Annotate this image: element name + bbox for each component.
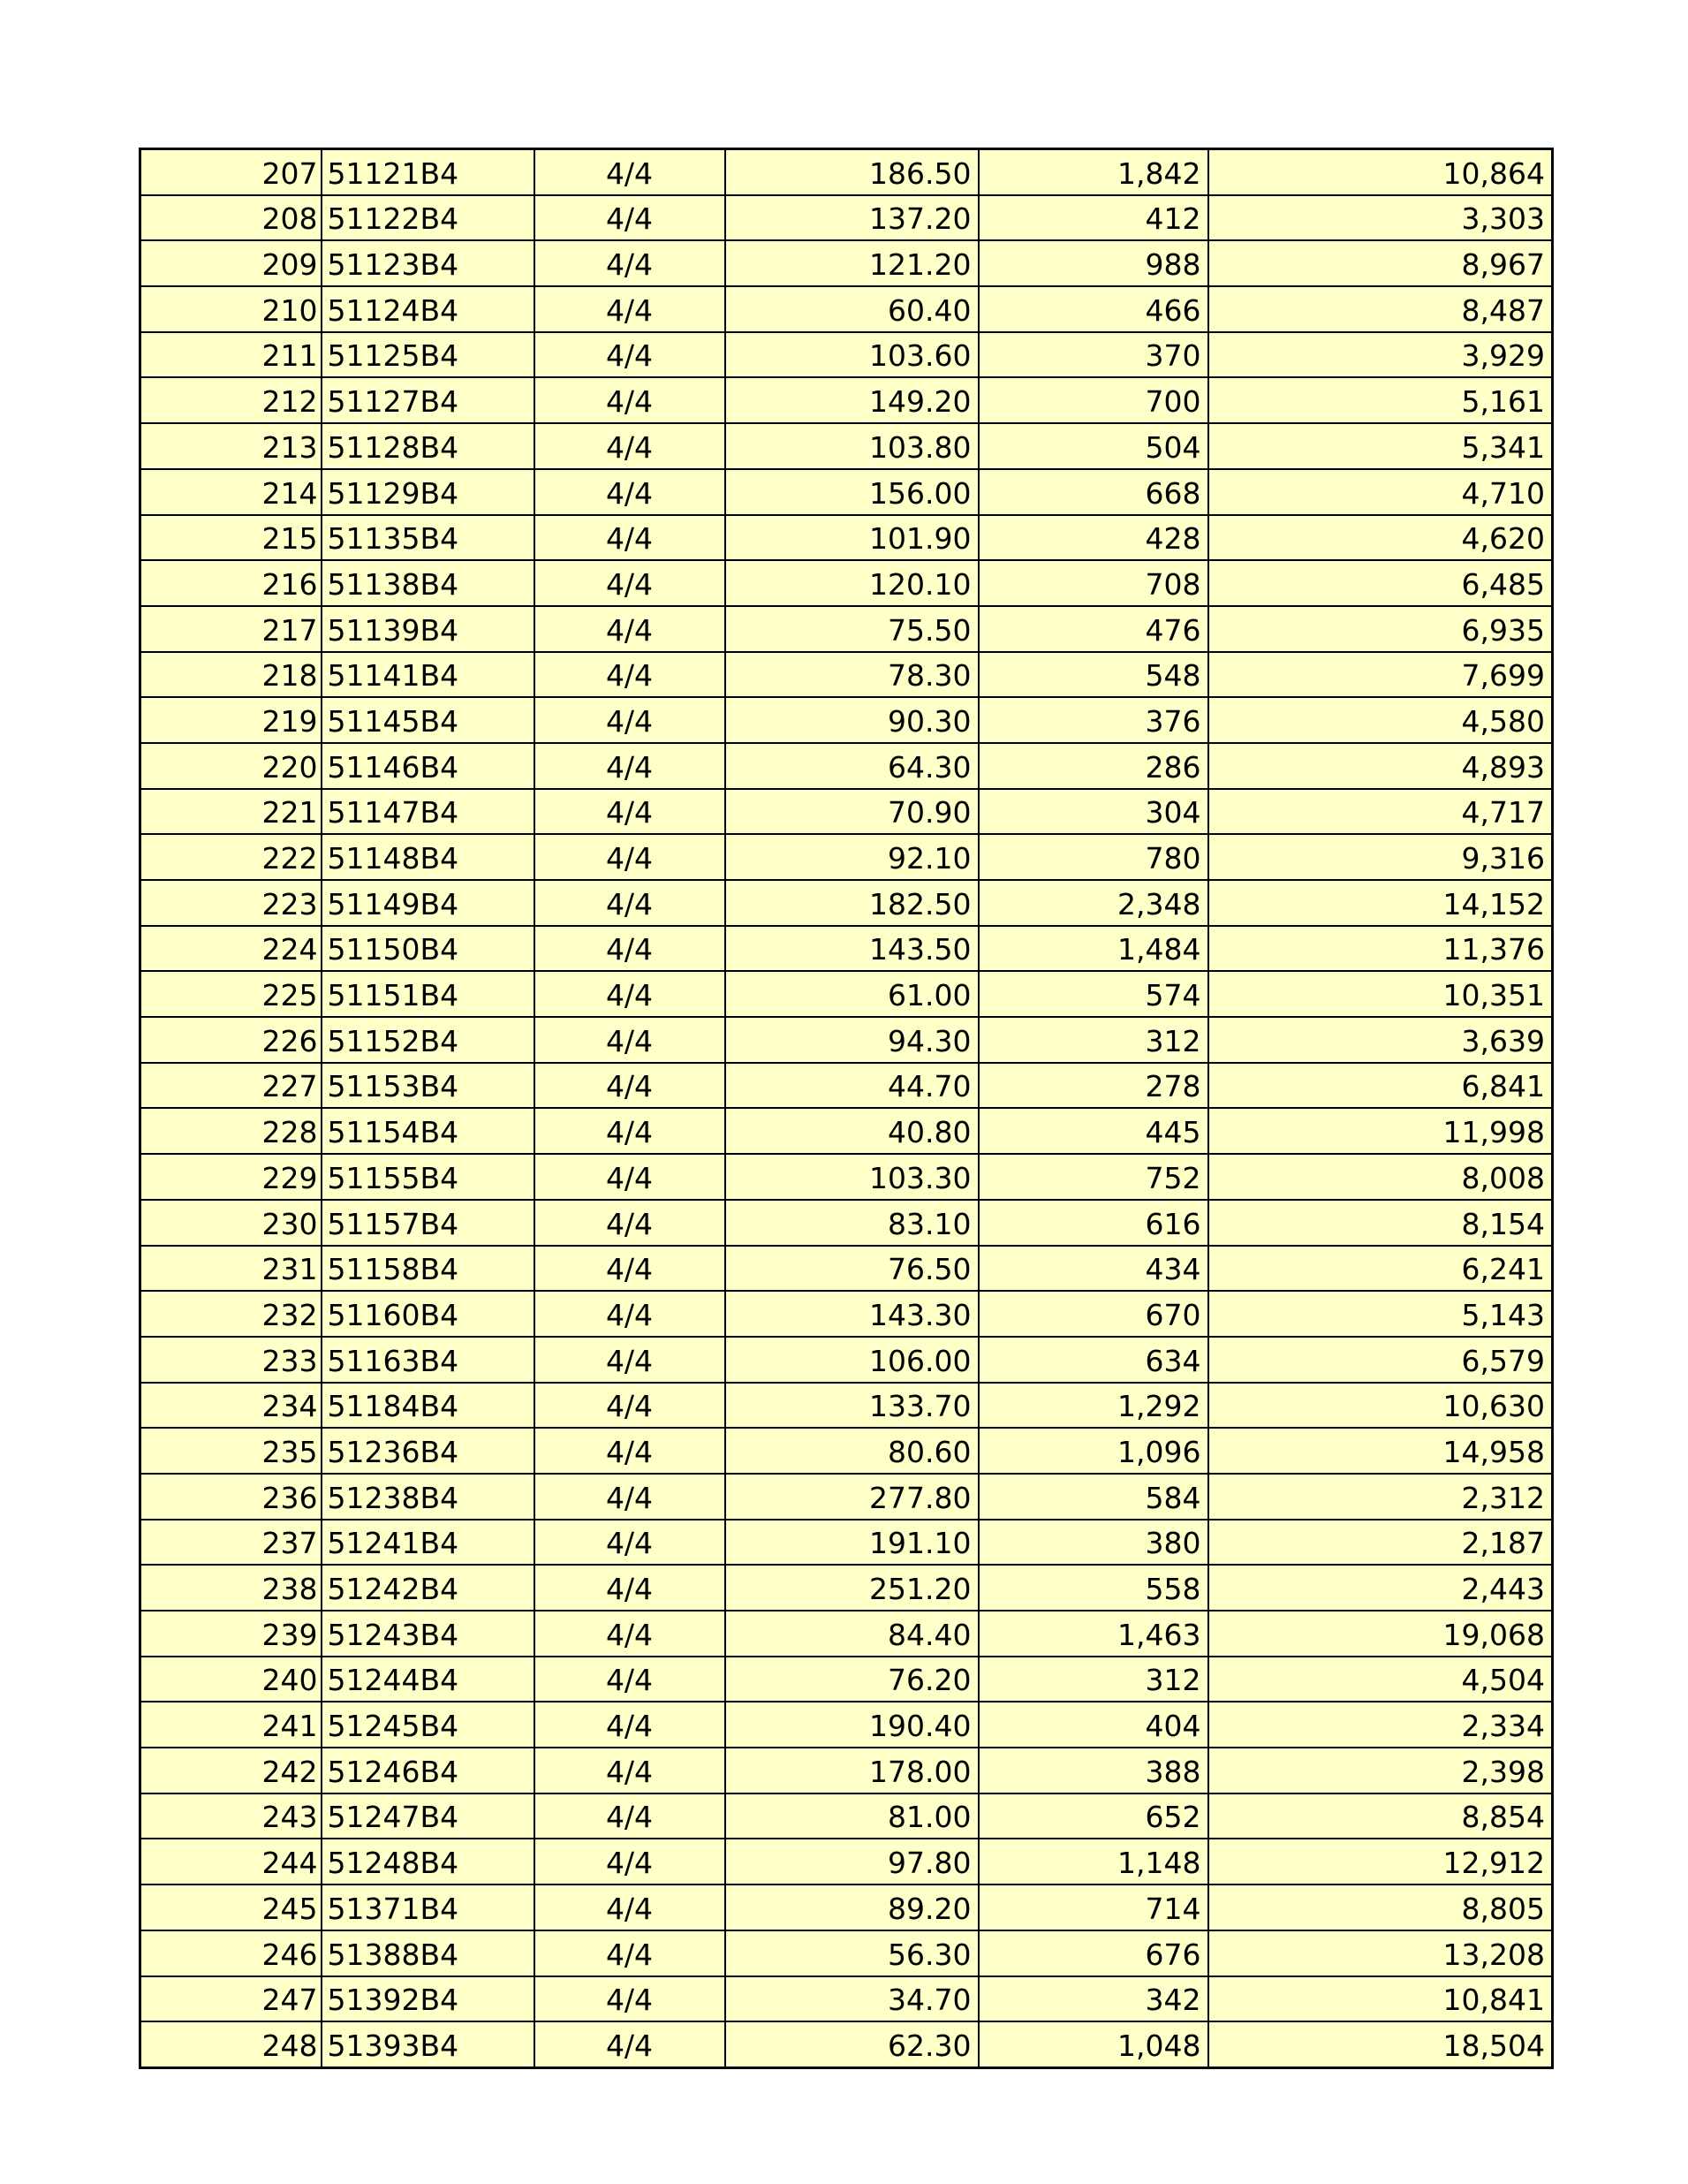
total-cell: 14,152 (1208, 880, 1553, 926)
row-index-cell: 220 (140, 743, 322, 789)
table-row (140, 1200, 1553, 1246)
total-cell: 8,008 (1208, 1154, 1553, 1200)
total-cell: 4,717 (1208, 789, 1553, 835)
value-cell: 101.90 (725, 515, 979, 561)
ratio-cell: 4/4 (534, 149, 725, 195)
ratio-cell: 4/4 (534, 1246, 725, 1292)
total-cell: 5,143 (1208, 1291, 1553, 1337)
value-cell: 78.30 (725, 652, 979, 698)
ratio-cell: 4/4 (534, 332, 725, 378)
value-cell: 92.10 (725, 834, 979, 880)
count-cell: 286 (979, 743, 1208, 789)
code-cell: 51124B4 (322, 286, 534, 332)
value-cell: 103.80 (725, 423, 979, 469)
count-cell: 1,096 (979, 1428, 1208, 1474)
row-index-cell: 209 (140, 240, 322, 286)
count-cell: 2,348 (979, 880, 1208, 926)
ratio-cell: 4/4 (534, 1017, 725, 1063)
row-index-cell: 222 (140, 834, 322, 880)
code-cell: 51242B4 (322, 1565, 534, 1611)
code-cell: 51241B4 (322, 1520, 534, 1566)
ratio-cell: 4/4 (534, 240, 725, 286)
total-cell: 7,699 (1208, 652, 1553, 698)
count-cell: 714 (979, 1884, 1208, 1930)
table-row (140, 1520, 1553, 1566)
ratio-cell: 4/4 (534, 469, 725, 515)
total-cell: 10,841 (1208, 1976, 1553, 2022)
code-cell: 51151B4 (322, 971, 534, 1017)
row-index-cell: 210 (140, 286, 322, 332)
table-row (140, 1063, 1553, 1109)
ratio-cell: 4/4 (534, 195, 725, 241)
count-cell: 652 (979, 1793, 1208, 1839)
ratio-cell: 4/4 (534, 1793, 725, 1839)
code-cell: 51123B4 (322, 240, 534, 286)
ratio-cell: 4/4 (534, 880, 725, 926)
count-cell: 304 (979, 789, 1208, 835)
ratio-cell: 4/4 (534, 1154, 725, 1200)
ratio-cell: 4/4 (534, 515, 725, 561)
total-cell: 8,967 (1208, 240, 1553, 286)
table-row (140, 286, 1553, 332)
table-row (140, 1748, 1553, 1793)
value-cell: 56.30 (725, 1930, 979, 1976)
row-index-cell: 245 (140, 1884, 322, 1930)
code-cell: 51157B4 (322, 1200, 534, 1246)
value-cell: 277.80 (725, 1474, 979, 1520)
total-cell: 4,504 (1208, 1657, 1553, 1702)
total-cell: 8,854 (1208, 1793, 1553, 1839)
total-cell: 8,487 (1208, 286, 1553, 332)
code-cell: 51146B4 (322, 743, 534, 789)
value-cell: 83.10 (725, 1200, 979, 1246)
count-cell: 404 (979, 1702, 1208, 1748)
table-row (140, 1793, 1553, 1839)
row-index-cell: 240 (140, 1657, 322, 1702)
total-cell: 10,864 (1208, 149, 1553, 195)
code-cell: 51139B4 (322, 606, 534, 652)
total-cell: 12,912 (1208, 1839, 1553, 1884)
row-index-cell: 218 (140, 652, 322, 698)
value-cell: 44.70 (725, 1063, 979, 1109)
value-cell: 62.30 (725, 2021, 979, 2067)
count-cell: 412 (979, 195, 1208, 241)
total-cell: 4,620 (1208, 515, 1553, 561)
total-cell: 3,639 (1208, 1017, 1553, 1063)
count-cell: 548 (979, 652, 1208, 698)
table-row (140, 606, 1553, 652)
table-row (140, 789, 1553, 835)
ratio-cell: 4/4 (534, 1657, 725, 1702)
code-cell: 51127B4 (322, 377, 534, 423)
table-row (140, 560, 1553, 606)
code-cell: 51245B4 (322, 1702, 534, 1748)
code-cell: 51147B4 (322, 789, 534, 835)
ratio-cell: 4/4 (534, 1565, 725, 1611)
total-cell: 14,958 (1208, 1428, 1553, 1474)
table-row (140, 377, 1553, 423)
ratio-cell: 4/4 (534, 286, 725, 332)
row-index-cell: 244 (140, 1839, 322, 1884)
table-row (140, 1884, 1553, 1930)
count-cell: 428 (979, 515, 1208, 561)
table-row (140, 697, 1553, 743)
ratio-cell: 4/4 (534, 1839, 725, 1884)
code-cell: 51148B4 (322, 834, 534, 880)
total-cell: 10,630 (1208, 1383, 1553, 1429)
code-cell: 51236B4 (322, 1428, 534, 1474)
row-index-cell: 215 (140, 515, 322, 561)
value-cell: 75.50 (725, 606, 979, 652)
value-cell: 143.30 (725, 1291, 979, 1337)
row-index-cell: 231 (140, 1246, 322, 1292)
total-cell: 19,068 (1208, 1611, 1553, 1657)
row-index-cell: 216 (140, 560, 322, 606)
ratio-cell: 4/4 (534, 1337, 725, 1383)
code-cell: 51160B4 (322, 1291, 534, 1337)
table-row (140, 423, 1553, 469)
value-cell: 40.80 (725, 1108, 979, 1154)
ratio-cell: 4/4 (534, 1702, 725, 1748)
row-index-cell: 227 (140, 1063, 322, 1109)
count-cell: 376 (979, 697, 1208, 743)
ratio-cell: 4/4 (534, 1520, 725, 1566)
ratio-cell: 4/4 (534, 1474, 725, 1520)
row-index-cell: 234 (140, 1383, 322, 1429)
row-index-cell: 214 (140, 469, 322, 515)
row-index-cell: 207 (140, 149, 322, 195)
ratio-cell: 4/4 (534, 971, 725, 1017)
table-row (140, 1930, 1553, 1976)
row-index-cell: 225 (140, 971, 322, 1017)
value-cell: 89.20 (725, 1884, 979, 1930)
code-cell: 51392B4 (322, 1976, 534, 2022)
count-cell: 676 (979, 1930, 1208, 1976)
total-cell: 6,241 (1208, 1246, 1553, 1292)
count-cell: 700 (979, 377, 1208, 423)
count-cell: 1,292 (979, 1383, 1208, 1429)
row-index-cell: 248 (140, 2021, 322, 2067)
code-cell: 51135B4 (322, 515, 534, 561)
row-index-cell: 208 (140, 195, 322, 241)
code-cell: 51246B4 (322, 1748, 534, 1793)
ratio-cell: 4/4 (534, 697, 725, 743)
total-cell: 2,312 (1208, 1474, 1553, 1520)
value-cell: 106.00 (725, 1337, 979, 1383)
code-cell: 51153B4 (322, 1063, 534, 1109)
value-cell: 137.20 (725, 195, 979, 241)
code-cell: 51247B4 (322, 1793, 534, 1839)
row-index-cell: 224 (140, 926, 322, 972)
table-row (140, 743, 1553, 789)
ratio-cell: 4/4 (534, 1200, 725, 1246)
value-cell: 191.10 (725, 1520, 979, 1566)
table-body (140, 149, 1553, 2068)
total-cell: 2,187 (1208, 1520, 1553, 1566)
value-cell: 34.70 (725, 1976, 979, 2022)
count-cell: 1,484 (979, 926, 1208, 972)
row-index-cell: 219 (140, 697, 322, 743)
table-row (140, 2021, 1553, 2067)
table-row (140, 1246, 1553, 1292)
total-cell: 4,580 (1208, 697, 1553, 743)
row-index-cell: 229 (140, 1154, 322, 1200)
row-index-cell: 237 (140, 1520, 322, 1566)
total-cell: 4,710 (1208, 469, 1553, 515)
value-cell: 97.80 (725, 1839, 979, 1884)
table-row (140, 926, 1553, 972)
count-cell: 1,048 (979, 2021, 1208, 2067)
table-row (140, 652, 1553, 698)
code-cell: 51154B4 (322, 1108, 534, 1154)
value-cell: 182.50 (725, 880, 979, 926)
value-cell: 70.90 (725, 789, 979, 835)
table-row (140, 1565, 1553, 1611)
count-cell: 752 (979, 1154, 1208, 1200)
code-cell: 51125B4 (322, 332, 534, 378)
row-index-cell: 223 (140, 880, 322, 926)
count-cell: 370 (979, 332, 1208, 378)
ratio-cell: 4/4 (534, 423, 725, 469)
ratio-cell: 4/4 (534, 834, 725, 880)
code-cell: 51138B4 (322, 560, 534, 606)
table-row (140, 1474, 1553, 1520)
count-cell: 584 (979, 1474, 1208, 1520)
row-index-cell: 236 (140, 1474, 322, 1520)
row-index-cell: 226 (140, 1017, 322, 1063)
count-cell: 616 (979, 1200, 1208, 1246)
count-cell: 476 (979, 606, 1208, 652)
table-row (140, 1337, 1553, 1383)
total-cell: 2,334 (1208, 1702, 1553, 1748)
row-index-cell: 212 (140, 377, 322, 423)
count-cell: 388 (979, 1748, 1208, 1793)
row-index-cell: 230 (140, 1200, 322, 1246)
code-cell: 51150B4 (322, 926, 534, 972)
ratio-cell: 4/4 (534, 1383, 725, 1429)
value-cell: 76.20 (725, 1657, 979, 1702)
total-cell: 6,841 (1208, 1063, 1553, 1109)
code-cell: 51184B4 (322, 1383, 534, 1429)
value-cell: 121.20 (725, 240, 979, 286)
table-row (140, 971, 1553, 1017)
count-cell: 278 (979, 1063, 1208, 1109)
ratio-cell: 4/4 (534, 743, 725, 789)
value-cell: 120.10 (725, 560, 979, 606)
table-row (140, 1291, 1553, 1337)
table-row (140, 834, 1553, 880)
count-cell: 670 (979, 1291, 1208, 1337)
table-row (140, 1154, 1553, 1200)
row-index-cell: 242 (140, 1748, 322, 1793)
total-cell: 8,805 (1208, 1884, 1553, 1930)
table-row (140, 1976, 1553, 2022)
ratio-cell: 4/4 (534, 1930, 725, 1976)
count-cell: 312 (979, 1017, 1208, 1063)
table-row (140, 1657, 1553, 1702)
code-cell: 51128B4 (322, 423, 534, 469)
ratio-cell: 4/4 (534, 560, 725, 606)
ratio-cell: 4/4 (534, 1063, 725, 1109)
value-cell: 251.20 (725, 1565, 979, 1611)
table-row (140, 1428, 1553, 1474)
data-table (139, 148, 1554, 2069)
code-cell: 51145B4 (322, 697, 534, 743)
row-index-cell: 228 (140, 1108, 322, 1154)
ratio-cell: 4/4 (534, 1611, 725, 1657)
table-row (140, 332, 1553, 378)
value-cell: 186.50 (725, 149, 979, 195)
total-cell: 13,208 (1208, 1930, 1553, 1976)
count-cell: 708 (979, 560, 1208, 606)
ratio-cell: 4/4 (534, 1428, 725, 1474)
total-cell: 6,935 (1208, 606, 1553, 652)
code-cell: 51243B4 (322, 1611, 534, 1657)
value-cell: 80.60 (725, 1428, 979, 1474)
ratio-cell: 4/4 (534, 606, 725, 652)
table-row (140, 1017, 1553, 1063)
count-cell: 342 (979, 1976, 1208, 2022)
value-cell: 76.50 (725, 1246, 979, 1292)
total-cell: 9,316 (1208, 834, 1553, 880)
row-index-cell: 211 (140, 332, 322, 378)
table-row (140, 1702, 1553, 1748)
value-cell: 190.40 (725, 1702, 979, 1748)
total-cell: 11,998 (1208, 1108, 1553, 1154)
code-cell: 51141B4 (322, 652, 534, 698)
row-index-cell: 232 (140, 1291, 322, 1337)
count-cell: 380 (979, 1520, 1208, 1566)
count-cell: 312 (979, 1657, 1208, 1702)
table-row (140, 1839, 1553, 1884)
value-cell: 156.00 (725, 469, 979, 515)
total-cell: 6,485 (1208, 560, 1553, 606)
count-cell: 558 (979, 1565, 1208, 1611)
code-cell: 51163B4 (322, 1337, 534, 1383)
row-index-cell: 246 (140, 1930, 322, 1976)
row-index-cell: 243 (140, 1793, 322, 1839)
ratio-cell: 4/4 (534, 926, 725, 972)
table-row (140, 515, 1553, 561)
count-cell: 466 (979, 286, 1208, 332)
code-cell: 51129B4 (322, 469, 534, 515)
row-index-cell: 239 (140, 1611, 322, 1657)
code-cell: 51121B4 (322, 149, 534, 195)
row-index-cell: 238 (140, 1565, 322, 1611)
value-cell: 90.30 (725, 697, 979, 743)
table-row (140, 1611, 1553, 1657)
count-cell: 1,842 (979, 149, 1208, 195)
ratio-cell: 4/4 (534, 789, 725, 835)
code-cell: 51388B4 (322, 1930, 534, 1976)
total-cell: 5,161 (1208, 377, 1553, 423)
row-index-cell: 235 (140, 1428, 322, 1474)
code-cell: 51248B4 (322, 1839, 534, 1884)
total-cell: 4,893 (1208, 743, 1553, 789)
count-cell: 445 (979, 1108, 1208, 1154)
total-cell: 11,376 (1208, 926, 1553, 972)
code-cell: 51393B4 (322, 2021, 534, 2067)
value-cell: 94.30 (725, 1017, 979, 1063)
code-cell: 51149B4 (322, 880, 534, 926)
row-index-cell: 221 (140, 789, 322, 835)
row-index-cell: 241 (140, 1702, 322, 1748)
total-cell: 2,443 (1208, 1565, 1553, 1611)
value-cell: 103.30 (725, 1154, 979, 1200)
total-cell: 5,341 (1208, 423, 1553, 469)
ratio-cell: 4/4 (534, 377, 725, 423)
table-row (140, 1383, 1553, 1429)
ratio-cell: 4/4 (534, 1291, 725, 1337)
value-cell: 178.00 (725, 1748, 979, 1793)
value-cell: 133.70 (725, 1383, 979, 1429)
total-cell: 8,154 (1208, 1200, 1553, 1246)
ratio-cell: 4/4 (534, 652, 725, 698)
code-cell: 51155B4 (322, 1154, 534, 1200)
count-cell: 668 (979, 469, 1208, 515)
ratio-cell: 4/4 (534, 1748, 725, 1793)
count-cell: 574 (979, 971, 1208, 1017)
table-row (140, 240, 1553, 286)
ratio-cell: 4/4 (534, 1884, 725, 1930)
value-cell: 64.30 (725, 743, 979, 789)
total-cell: 3,929 (1208, 332, 1553, 378)
row-index-cell: 247 (140, 1976, 322, 2022)
ratio-cell: 4/4 (534, 2021, 725, 2067)
table-row (140, 1108, 1553, 1154)
value-cell: 149.20 (725, 377, 979, 423)
count-cell: 780 (979, 834, 1208, 880)
total-cell: 10,351 (1208, 971, 1553, 1017)
count-cell: 434 (979, 1246, 1208, 1292)
total-cell: 3,303 (1208, 195, 1553, 241)
table-row (140, 880, 1553, 926)
code-cell: 51238B4 (322, 1474, 534, 1520)
value-cell: 143.50 (725, 926, 979, 972)
total-cell: 2,398 (1208, 1748, 1553, 1793)
table-row (140, 149, 1553, 195)
value-cell: 84.40 (725, 1611, 979, 1657)
code-cell: 51158B4 (322, 1246, 534, 1292)
table-row (140, 469, 1553, 515)
ratio-cell: 4/4 (534, 1976, 725, 2022)
table-row (140, 195, 1553, 241)
value-cell: 61.00 (725, 971, 979, 1017)
code-cell: 51371B4 (322, 1884, 534, 1930)
row-index-cell: 233 (140, 1337, 322, 1383)
total-cell: 18,504 (1208, 2021, 1553, 2067)
total-cell: 6,579 (1208, 1337, 1553, 1383)
value-cell: 81.00 (725, 1793, 979, 1839)
row-index-cell: 217 (140, 606, 322, 652)
count-cell: 988 (979, 240, 1208, 286)
value-cell: 60.40 (725, 286, 979, 332)
code-cell: 51122B4 (322, 195, 534, 241)
value-cell: 103.60 (725, 332, 979, 378)
count-cell: 1,148 (979, 1839, 1208, 1884)
count-cell: 504 (979, 423, 1208, 469)
code-cell: 51152B4 (322, 1017, 534, 1063)
ratio-cell: 4/4 (534, 1108, 725, 1154)
count-cell: 634 (979, 1337, 1208, 1383)
row-index-cell: 213 (140, 423, 322, 469)
count-cell: 1,463 (979, 1611, 1208, 1657)
code-cell: 51244B4 (322, 1657, 534, 1702)
